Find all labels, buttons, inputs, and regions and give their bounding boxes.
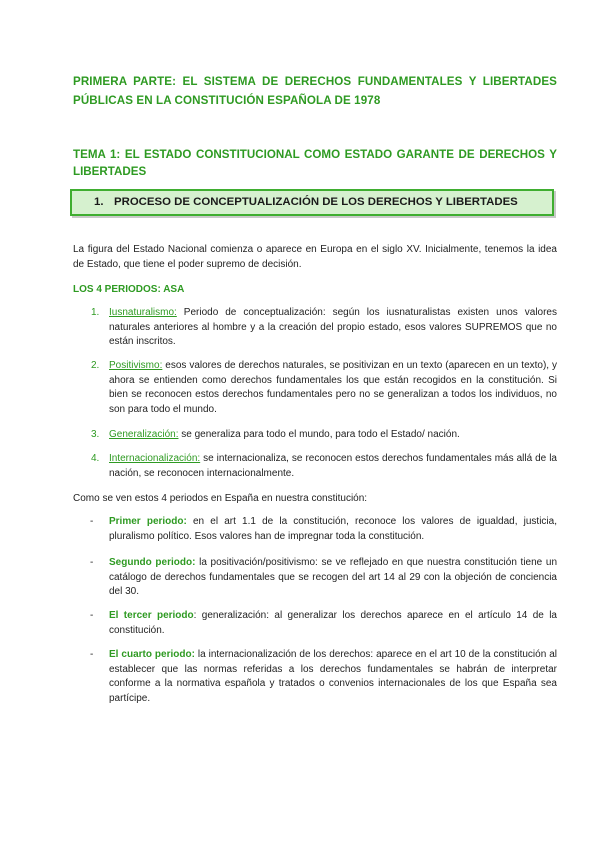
list-item-body <box>109 648 557 706</box>
period-term: Primer periodo: <box>109 516 187 527</box>
tema-title: TEMA 1: EL ESTADO CONSTITUCIONAL COMO ESTADO GARANTE DE DERECHOS Y LIBERTADES <box>73 148 557 178</box>
period-text: : generalización: al generalizar los derechos aparece en el artículo 14 de la constitución. <box>109 610 557 636</box>
period-term: El cuarto periodo: <box>109 649 195 660</box>
list-marker: 4. <box>91 453 100 464</box>
list-item-body <box>109 306 557 350</box>
list-marker: 2. <box>91 360 100 371</box>
part-title: PRIMERA PARTE: EL SISTEMA DE DERECHOS FUNDAMENTALES Y LIBERTADES PÚBLICAS EN LA CONSTITUCIÓN ESPAÑOLA DE 1978 <box>73 75 557 107</box>
list-item-body <box>109 428 557 443</box>
list-marker: - <box>90 649 94 660</box>
period-term: Iusnaturalismo: <box>109 307 177 318</box>
periods-heading: LOS 4 PERIODOS: ASA <box>73 284 185 295</box>
period-term: Internacionalización: <box>109 453 201 464</box>
period-text: se internacionaliza, se reconocen estos derechos fundamentales más allá de la nación, se reconocen internacionalmente. <box>109 453 557 479</box>
period-text: la positivación/positivismo: se ve reflejado en que nuestra constitución tiene un catálogo de derechos fundamentales que se recogen del art 14 al 29 con la objeción de conciencia del 30. <box>109 557 558 598</box>
period-term: El tercer periodo <box>109 610 194 621</box>
period-text: Periodo de conceptualización: según los iusnaturalistas existen unos valores naturales anteriores al hombre y a la creación del propio estado, esos valores SUPREMOS que no están inscritos. <box>109 307 557 348</box>
list-item-body <box>109 452 557 481</box>
intro-paragraph: La figura del Estado Nacional comienza o aparece en Europa en el siglo XV. Inicialmente, tenemos la idea de Estado, que tiene el poder supremo de decisión. <box>73 244 557 270</box>
list-item-body <box>109 515 557 544</box>
section-heading-box <box>70 189 554 216</box>
period-text: se generaliza para todo el mundo, para todo el Estado/ nación. <box>178 429 460 440</box>
period-text: la internacionalización de los derechos: aparece en el art 10 de la constitución al establecer que las normas referidas a los derechos fundamentales se habrán de interpretar conforme a la normativa española y tratados o convenios internacionales de los que España sea partícipe. <box>109 649 558 704</box>
section-title: PROCESO DE CONCEPTUALIZACIÓN DE LOS DERECHOS Y LIBERTADES <box>114 196 518 208</box>
list-item-body <box>109 609 557 638</box>
list-item-body <box>109 359 557 417</box>
list-marker: - <box>90 610 94 621</box>
list-marker: 3. <box>91 429 100 440</box>
spain-intro-paragraph: Como se ven estos 4 periodos en España en nuestra constitución: <box>73 493 368 504</box>
period-term: Generalización: <box>109 429 179 440</box>
list-marker: - <box>90 557 94 568</box>
period-term: Segundo periodo: <box>109 557 196 568</box>
list-marker: - <box>90 516 94 527</box>
list-item-body <box>109 556 557 600</box>
list-marker: 1. <box>91 307 100 318</box>
period-text: en el art 1.1 de la constitución, reconoce los valores de igualdad, justicia, pluralismo político. Esos valores han de impregnar toda la constitución. <box>109 516 557 542</box>
section-number: 1. <box>94 196 104 208</box>
period-text: esos valores de derechos naturales, se positivizan en un texto (aparecen en un texto), y ahora se entienden como derechos fundamentales los que están recogidos en la constitución. Si bien se reconocen estos derechos fundamentales pero no se generalizan a todos los individuos, no son para todo el mundo. <box>109 360 557 415</box>
period-term: Positivismo: <box>109 360 163 371</box>
